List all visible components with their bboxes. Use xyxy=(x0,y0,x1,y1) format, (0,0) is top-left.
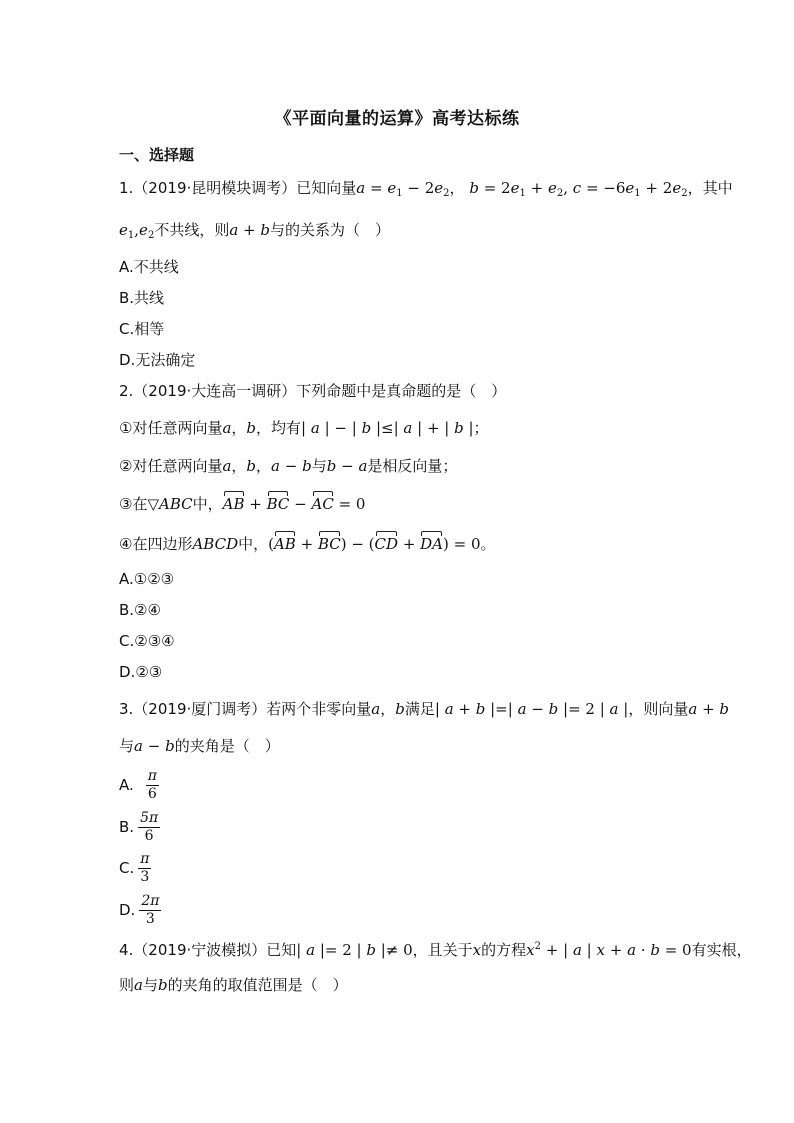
question-4-stem: 4.（2019·宁波模拟）已知| a |= 2 | b |≠ 0，且关于x的方程$x^2$ + | a | x + a · b = 0有实根， xyxy=(119,941,752,959)
question-2-statement-3: ③在▽ABC中，AB + BC − AC = 0 xyxy=(119,495,366,513)
question-3-stem-line2: 与a − b的夹角是（ ） xyxy=(119,737,280,755)
question-1-option-d: D.无法确定 xyxy=(119,351,196,369)
question-3-option-c: C. $\frac{\pi}{3}$ xyxy=(119,851,150,885)
question-2-option-c: C.②③④ xyxy=(119,632,175,650)
question-4-stem-line2: 则a与b的夹角的取值范围是（ ） xyxy=(119,976,348,994)
question-3-stem: 3.（2019·厦门调考）若两个非零向量a，b满足| a + b |=| a − b |= 2 | a |，则向量a + b xyxy=(119,700,730,718)
question-2-option-a: A.①②③ xyxy=(119,570,175,588)
question-1-stem-line2: $e_1,e_2$不共线，则a + b与的关系为（ ） xyxy=(119,221,391,241)
question-3-option-a: A. $\frac{\pi}{6}$ xyxy=(119,768,157,802)
question-1-option-a: A.不共线 xyxy=(119,258,179,276)
section-heading: 一、选择题 xyxy=(119,146,195,164)
question-2-statement-1: ①对任意两向量a，b，均有| a | − | b |≤| a | + | b |； xyxy=(119,419,489,437)
question-3-option-d: D. $\frac{2\pi}{3}$ xyxy=(119,893,160,927)
question-3-option-b: B. $\frac{5\pi}{6}$ xyxy=(119,810,159,844)
page-title: 《平面向量的运算》高考达标练 xyxy=(274,109,520,129)
question-1-option-c: C.相等 xyxy=(119,320,165,338)
question-2-statement-2: ②对任意两向量a，b，a − b与b − a是相反向量； xyxy=(119,457,458,475)
question-2-statement-4: ④在四边形ABCD中，(AB + BC) − (CD + DA) = 0。 xyxy=(119,535,496,553)
question-1-option-b: B.共线 xyxy=(119,289,165,307)
question-2-option-d: D.②③ xyxy=(119,663,163,681)
question-1-stem: 1.（2019·昆明模块调考）已知向量$a = e_1 - 2e_2$， $b = 2e_1 + e_2$, $c = -6e_1 + 2e_2$，其中 xyxy=(119,179,733,199)
question-2-option-b: B.②④ xyxy=(119,601,161,619)
question-2-stem: 2.（2019·大连高一调研）下列命题中是真命题的是（ ） xyxy=(119,382,507,400)
